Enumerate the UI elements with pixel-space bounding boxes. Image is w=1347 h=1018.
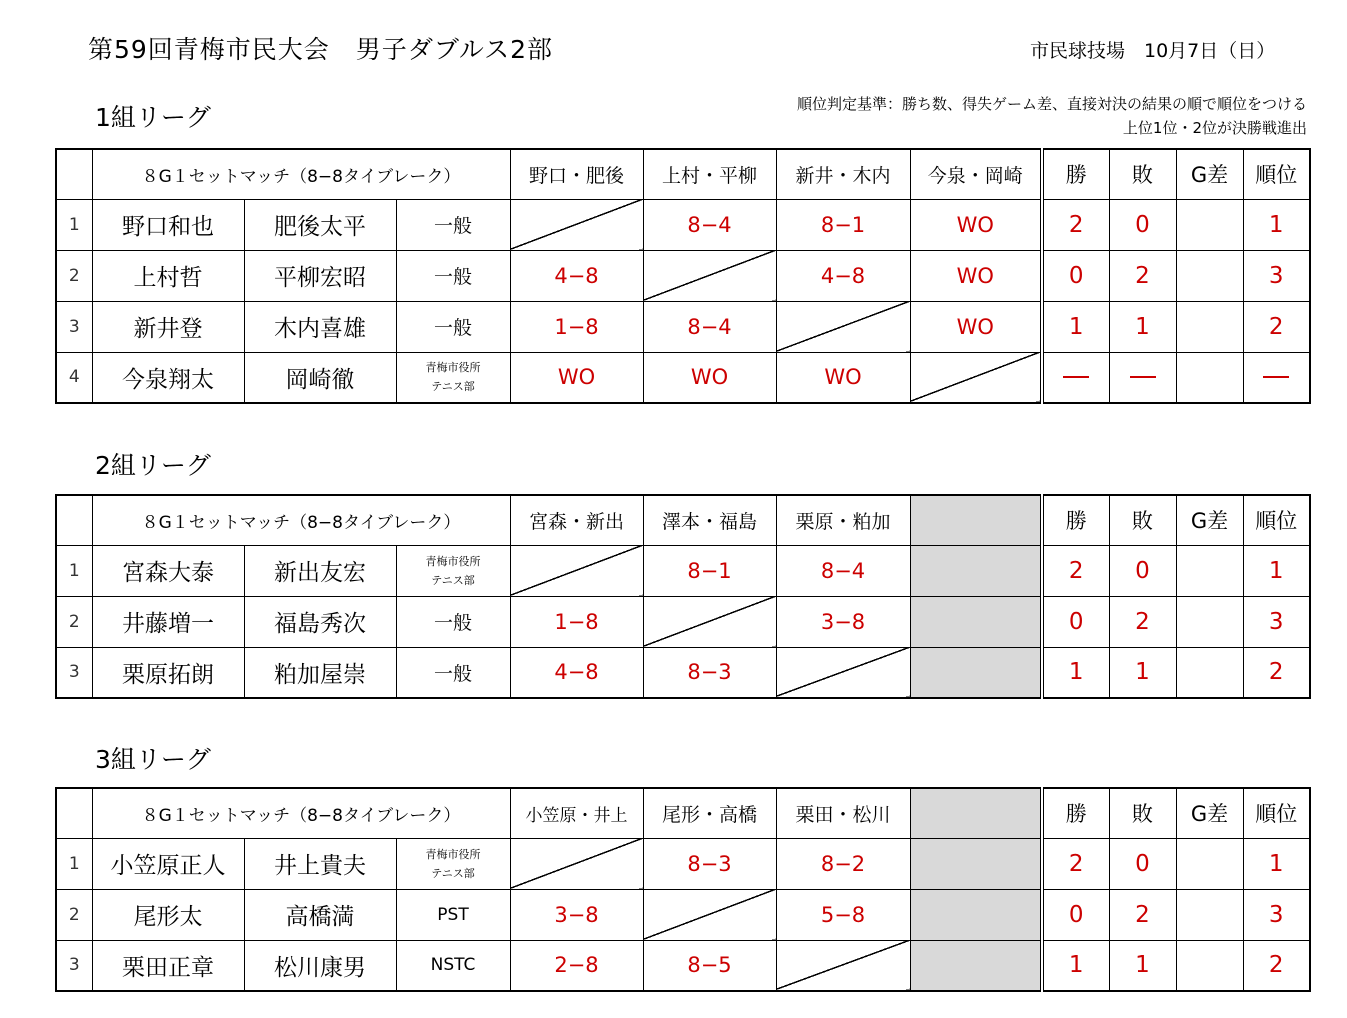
header-row xyxy=(56,495,1310,545)
game-diff xyxy=(1176,352,1243,403)
unused-column xyxy=(910,545,1042,596)
affiliation: NSTC xyxy=(396,940,510,991)
match-score: 2−8 xyxy=(510,940,643,991)
player-name: 栗原拓朗 xyxy=(92,647,244,698)
wins-count: 2 xyxy=(1042,545,1109,596)
unused-column xyxy=(910,838,1042,889)
match-score: 8−4 xyxy=(643,301,776,352)
rank: 1 xyxy=(1243,199,1310,250)
match-score: 4−8 xyxy=(510,250,643,301)
player-name: 井上貴夫 xyxy=(244,838,396,889)
match-format: ８G１セットマッチ（8−8タイブレーク） xyxy=(92,149,510,199)
rank-header: 順位 xyxy=(1243,149,1310,199)
match-score: 8−4 xyxy=(776,545,910,596)
wins-header: 勝 xyxy=(1042,495,1109,545)
table-row xyxy=(56,647,1310,698)
match-score: 8−1 xyxy=(776,199,910,250)
self-match-cell xyxy=(643,250,776,301)
wins-count: 0 xyxy=(1042,596,1109,647)
opponent-header: 栗田・松川 xyxy=(776,788,910,838)
match-score: 8−5 xyxy=(643,940,776,991)
rank: 1 xyxy=(1243,545,1310,596)
game-diff xyxy=(1176,545,1243,596)
row-number: 3 xyxy=(56,940,92,991)
wins-count: 2 xyxy=(1042,199,1109,250)
row-number: 2 xyxy=(56,596,92,647)
game-diff xyxy=(1176,838,1243,889)
league-table-1 xyxy=(55,148,1311,404)
losses-count: 0 xyxy=(1109,545,1176,596)
match-score: WO xyxy=(510,352,643,403)
wins-header: 勝 xyxy=(1042,149,1109,199)
self-match-cell xyxy=(776,647,910,698)
venue-date: 市民球技場 10月7日（日） xyxy=(1030,40,1276,62)
wins-not-applicable xyxy=(1042,352,1109,403)
row-number: 4 xyxy=(56,352,92,403)
player-name: 宮森大泰 xyxy=(92,545,244,596)
self-match-cell xyxy=(910,352,1042,403)
table-row xyxy=(56,889,1310,940)
player-name: 井藤増一 xyxy=(92,596,244,647)
row-number: 1 xyxy=(56,545,92,596)
opponent-header: 小笠原・井上 xyxy=(510,788,643,838)
rank: 2 xyxy=(1243,647,1310,698)
player-name: 今泉翔太 xyxy=(92,352,244,403)
opponent-header: 宮森・新出 xyxy=(510,495,643,545)
game-diff xyxy=(1176,301,1243,352)
losses-not-applicable xyxy=(1109,352,1176,403)
game-diff-header: G差 xyxy=(1176,788,1243,838)
wins-count: 0 xyxy=(1042,889,1109,940)
opponent-header: 栗原・粕加 xyxy=(776,495,910,545)
affiliation xyxy=(396,838,510,889)
league-table-2 xyxy=(55,494,1311,699)
table-row xyxy=(56,838,1310,889)
losses-count: 1 xyxy=(1109,940,1176,991)
unused-column xyxy=(910,647,1042,698)
ranking-criteria: 順位判定基準：勝ち数、得失ゲーム差、直接対決の結果の順で順位をつける xyxy=(796,95,1307,113)
self-match-cell xyxy=(776,301,910,352)
match-score: 4−8 xyxy=(776,250,910,301)
player-name: 尾形太 xyxy=(92,889,244,940)
row-number: 2 xyxy=(56,889,92,940)
opponent-header: 澤本・福島 xyxy=(643,495,776,545)
wins-count: 1 xyxy=(1042,940,1109,991)
corner-cell xyxy=(56,788,92,838)
table-row xyxy=(56,545,1310,596)
affiliation-line: 青梅市役所 xyxy=(425,554,481,568)
wins-header: 勝 xyxy=(1042,788,1109,838)
match-score: WO xyxy=(910,250,1042,301)
player-name: 小笠原正人 xyxy=(92,838,244,889)
league-table-3 xyxy=(55,787,1311,992)
match-score: 4−8 xyxy=(510,647,643,698)
row-number: 1 xyxy=(56,199,92,250)
affiliation xyxy=(396,545,510,596)
advancement-note: 上位1位・2位が決勝戦進出 xyxy=(1122,119,1307,137)
opponent-header: 上村・平柳 xyxy=(643,149,776,199)
match-score: 1−8 xyxy=(510,596,643,647)
losses-header: 敗 xyxy=(1109,788,1176,838)
match-score: 3−8 xyxy=(776,596,910,647)
self-match-cell xyxy=(643,889,776,940)
match-score: 8−2 xyxy=(776,838,910,889)
match-score: WO xyxy=(910,301,1042,352)
player-name: 上村哲 xyxy=(92,250,244,301)
losses-header: 敗 xyxy=(1109,149,1176,199)
affiliation-line: テニス部 xyxy=(431,866,475,880)
affiliation xyxy=(396,352,510,403)
table-row xyxy=(56,352,1310,403)
match-score: WO xyxy=(910,199,1042,250)
league-title-2: 2組リーグ xyxy=(95,451,211,480)
match-score: 8−1 xyxy=(643,545,776,596)
affiliation-line: 青梅市役所 xyxy=(425,847,481,861)
affiliation-line: 青梅市役所 xyxy=(425,361,481,375)
header-row xyxy=(56,788,1310,838)
player-name: 木内喜雄 xyxy=(244,301,396,352)
player-name: 粕加屋崇 xyxy=(244,647,396,698)
match-score: WO xyxy=(643,352,776,403)
game-diff xyxy=(1176,250,1243,301)
match-score: 3−8 xyxy=(510,889,643,940)
game-diff-header: G差 xyxy=(1176,495,1243,545)
rank: 3 xyxy=(1243,889,1310,940)
self-match-cell xyxy=(510,199,643,250)
player-name: 松川康男 xyxy=(244,940,396,991)
losses-count: 1 xyxy=(1109,301,1176,352)
table-row xyxy=(56,301,1310,352)
rank-header: 順位 xyxy=(1243,788,1310,838)
league-title-3: 3組リーグ xyxy=(95,745,211,774)
losses-count: 0 xyxy=(1109,199,1176,250)
opponent-header: 新井・木内 xyxy=(776,149,910,199)
rank-header: 順位 xyxy=(1243,495,1310,545)
unused-column xyxy=(910,788,1042,838)
match-score: WO xyxy=(776,352,910,403)
table-row xyxy=(56,596,1310,647)
self-match-cell xyxy=(643,596,776,647)
wins-count: 2 xyxy=(1042,838,1109,889)
match-format: ８G１セットマッチ（8−8タイブレーク） xyxy=(92,495,510,545)
player-name: 平柳宏昭 xyxy=(244,250,396,301)
row-number: 3 xyxy=(56,301,92,352)
rank: 3 xyxy=(1243,250,1310,301)
losses-count: 2 xyxy=(1109,596,1176,647)
game-diff-header: G差 xyxy=(1176,149,1243,199)
affiliation-line: テニス部 xyxy=(431,573,475,587)
player-name: 岡崎徹 xyxy=(244,352,396,403)
wins-count: 1 xyxy=(1042,647,1109,698)
losses-count: 2 xyxy=(1109,889,1176,940)
unused-column xyxy=(910,495,1042,545)
rank: 2 xyxy=(1243,940,1310,991)
affiliation: 一般 xyxy=(396,250,510,301)
match-format: ８G１セットマッチ（8−8タイブレーク） xyxy=(92,788,510,838)
player-name: 肥後太平 xyxy=(244,199,396,250)
rank: 1 xyxy=(1243,838,1310,889)
game-diff xyxy=(1176,596,1243,647)
losses-header: 敗 xyxy=(1109,495,1176,545)
opponent-header: 今泉・岡崎 xyxy=(910,149,1042,199)
self-match-cell xyxy=(510,545,643,596)
table-row xyxy=(56,940,1310,991)
wins-count: 0 xyxy=(1042,250,1109,301)
corner-cell xyxy=(56,149,92,199)
player-name: 新井登 xyxy=(92,301,244,352)
affiliation: PST xyxy=(396,889,510,940)
rank: 3 xyxy=(1243,596,1310,647)
match-score: 8−3 xyxy=(643,838,776,889)
match-score: 8−3 xyxy=(643,647,776,698)
affiliation: 一般 xyxy=(396,647,510,698)
match-score: 1−8 xyxy=(510,301,643,352)
player-name: 栗田正章 xyxy=(92,940,244,991)
player-name: 福島秀次 xyxy=(244,596,396,647)
match-score: 8−4 xyxy=(643,199,776,250)
row-number: 1 xyxy=(56,838,92,889)
opponent-header: 野口・肥後 xyxy=(510,149,643,199)
player-name: 野口和也 xyxy=(92,199,244,250)
affiliation: 一般 xyxy=(396,596,510,647)
header-row xyxy=(56,149,1310,199)
page-title: 第59回青梅市民大会 男子ダブルス2部 xyxy=(88,35,553,64)
corner-cell xyxy=(56,495,92,545)
unused-column xyxy=(910,889,1042,940)
match-score: 5−8 xyxy=(776,889,910,940)
row-number: 3 xyxy=(56,647,92,698)
game-diff xyxy=(1176,889,1243,940)
player-name: 新出友宏 xyxy=(244,545,396,596)
player-name: 高橋満 xyxy=(244,889,396,940)
table-row xyxy=(56,250,1310,301)
league-title-1: 1組リーグ xyxy=(95,103,211,132)
game-diff xyxy=(1176,940,1243,991)
rank-not-applicable xyxy=(1243,352,1310,403)
affiliation: 一般 xyxy=(396,301,510,352)
self-match-cell xyxy=(776,940,910,991)
game-diff xyxy=(1176,647,1243,698)
unused-column xyxy=(910,596,1042,647)
rank: 2 xyxy=(1243,301,1310,352)
row-number: 2 xyxy=(56,250,92,301)
unused-column xyxy=(910,940,1042,991)
wins-count: 1 xyxy=(1042,301,1109,352)
losses-count: 1 xyxy=(1109,647,1176,698)
affiliation: 一般 xyxy=(396,199,510,250)
affiliation-line: テニス部 xyxy=(431,380,475,394)
game-diff xyxy=(1176,199,1243,250)
opponent-header: 尾形・高橋 xyxy=(643,788,776,838)
losses-count: 2 xyxy=(1109,250,1176,301)
losses-count: 0 xyxy=(1109,838,1176,889)
table-row xyxy=(56,199,1310,250)
self-match-cell xyxy=(510,838,643,889)
